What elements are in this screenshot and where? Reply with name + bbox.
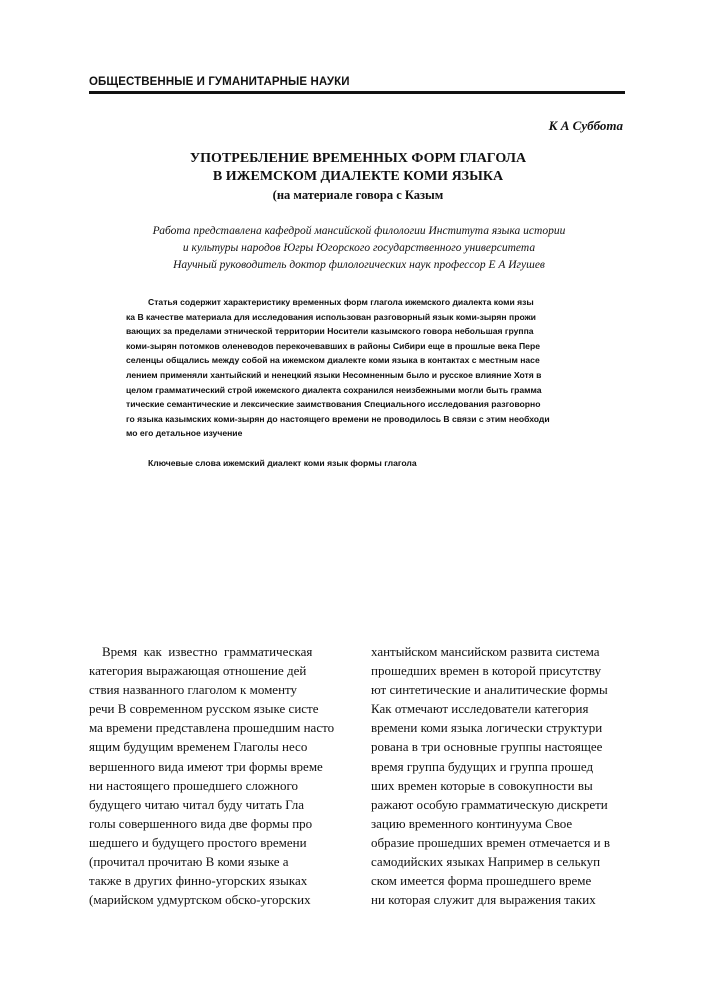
body-line: Как отмечают исследователи категория xyxy=(371,701,589,717)
body-line: ни которая служит для выражения таких xyxy=(371,892,596,908)
body-line: голы совершенного вида две формы про xyxy=(89,815,313,831)
body-line: времени коми языка логически структури xyxy=(371,720,603,736)
body-line: ни настоящего прошедшего сложного xyxy=(89,777,299,793)
body-line: время группа будущих и группа прошед xyxy=(371,758,594,774)
body-line: самодийских языках Например в селькуп xyxy=(371,854,601,870)
article-author: К А Суббота xyxy=(548,118,623,133)
abstract-line: коми-зырян потомков оленеводов перекочевавших в районы Сибири еще в прошлые века Пере xyxy=(126,340,540,351)
affiliation-line: и культуры народов Югры Югорского государственного университета xyxy=(182,242,536,254)
body-line: ском имеется форма прошедшего време xyxy=(371,873,592,889)
article-keywords: Ключевые слова ижемский диалект коми язык формы глагола xyxy=(148,458,417,468)
body-line: будущего читаю читал буду читать Гла xyxy=(89,796,305,812)
body-line: вершенного вида имеют три формы време xyxy=(89,758,323,774)
abstract-line: целом грамматический строй ижемского диалекта сохранился неизбежными могли быть грамма xyxy=(126,384,542,395)
body-column-left xyxy=(89,642,349,909)
body-line: рована в три основные группы настоящее xyxy=(371,739,603,755)
body-line: хантыйском мансийском развита система xyxy=(371,644,600,659)
body-line: зацию временного континуума Свое xyxy=(371,815,573,831)
title-line: УПОТРЕБЛЕНИЕ ВРЕМЕННЫХ ФОРМ ГЛАГОЛА xyxy=(189,151,527,166)
title-subtitle: (на материале говора с Казым xyxy=(272,188,444,202)
body-line: (марийском удмуртском обско-угорских xyxy=(89,892,311,908)
body-line: прошедших времен в которой присутству xyxy=(371,663,602,679)
abstract-line: лением применяли хантыйский и ненецкий языки Несомненным было и русское влияние Хотя в xyxy=(126,369,542,380)
abstract-line: мо его детальное изучение xyxy=(126,428,243,439)
article-abstract xyxy=(126,295,591,441)
abstract-line: тические семантические и лексические заимствования Специального исследования разговорно xyxy=(126,399,541,410)
abstract-line: го языка казымских коми-зырян до настоящего времени не проводилось В связи с этим необходи xyxy=(126,413,550,424)
body-line: ражают особую грамматическую дискрети xyxy=(371,796,608,812)
body-line: также в других финно-угорских языках xyxy=(89,873,308,889)
body-line: ма времени представлена прошедшим насто xyxy=(89,720,335,736)
body-line: речи В современном русском языке систе xyxy=(89,701,319,717)
header-divider xyxy=(89,91,625,94)
abstract-line: вающих за пределами этнической территории Носители казымского говора небольшая группа xyxy=(126,326,534,337)
article-title xyxy=(89,150,627,204)
body-line: ящим будущим временем Глаголы несо xyxy=(89,739,308,755)
article-affiliation xyxy=(100,223,618,274)
title-line: В ИЖЕМСКОМ ДИАЛЕКТЕ КОМИ ЯЗЫКА xyxy=(212,169,504,184)
body-column-right xyxy=(371,642,631,909)
body-line: ют синтетические и аналитические формы xyxy=(371,682,608,698)
abstract-line: Статья содержит характеристику временных форм глагола ижемского диалекта коми язы xyxy=(148,297,534,307)
body-line: ших времен которые в совокупности вы xyxy=(371,777,593,793)
body-line: ствия названного глаголом к моменту xyxy=(89,682,298,698)
body-line: категория выражающая отношение дей xyxy=(89,663,307,679)
abstract-line: селенцы общались между собой на ижемском диалекте коми языка в контактах с местным насе xyxy=(126,355,540,366)
body-line: шедшего и будущего простого времени xyxy=(89,834,307,850)
body-line: (прочитал прочитаю В коми языке а xyxy=(89,854,289,870)
body-line: образие прошедших времен отмечается и в xyxy=(371,834,610,850)
affiliation-line: Работа представлена кафедрой мансийской филологии Института языка истории xyxy=(152,225,566,237)
journal-section-title: ОБЩЕСТВЕННЫЕ И ГУМАНИТАРНЫЕ НАУКИ xyxy=(89,76,350,88)
abstract-line: ка В качестве материала для исследования использован разговорный язык коми-зырян прожи xyxy=(126,311,536,322)
affiliation-line: Научный руководитель доктор филологических наук профессор Е А Игушев xyxy=(173,259,545,271)
body-line: Время как известно грамматическая xyxy=(89,644,313,659)
